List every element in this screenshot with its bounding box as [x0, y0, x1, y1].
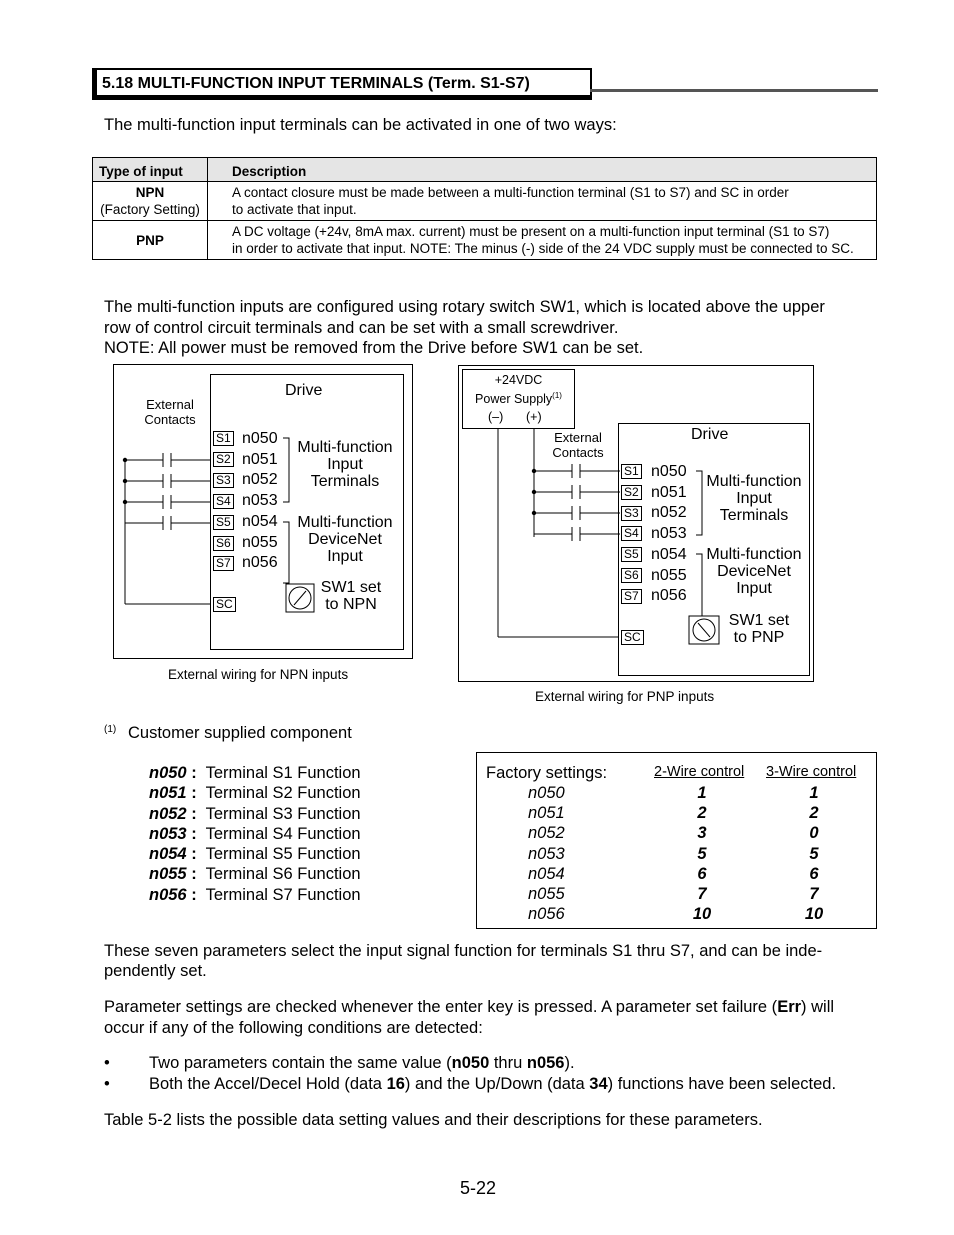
terminal-s3: S3 [213, 473, 234, 488]
section-title: 5.18 MULTI-FUNCTION INPUT TERMINALS (Term. S1-S7) [102, 75, 530, 92]
bullet-text: Both the Accel/Decel Hold (data [149, 1075, 387, 1093]
para1-line1: These seven parameters select the input signal function for terminals S1 thru S7, and can be inde- [104, 942, 823, 960]
bullet-bold: 34 [589, 1075, 608, 1093]
bullet-text: ) and the Up/Down (data [404, 1075, 590, 1093]
bullet-symbol: • [104, 1054, 110, 1072]
factory-value: 6 [697, 864, 707, 883]
factory-value: 2 [809, 804, 819, 823]
group-line: Multi-function [706, 546, 802, 563]
list-item [149, 885, 361, 905]
minus-label: (–) [488, 410, 504, 424]
bullet-text: thru [489, 1054, 527, 1072]
list-item [149, 783, 361, 803]
param-desc: Terminal S1 Function [205, 764, 361, 782]
param-sep: : [191, 824, 197, 843]
param-name: n051 [149, 784, 187, 803]
terminal-s6: S6 [213, 536, 234, 551]
pnp-group2-label [700, 546, 808, 597]
terminal-sc: SC [213, 597, 236, 612]
factory-value: 10 [692, 905, 712, 924]
factory-value: 1 [809, 784, 819, 802]
factory-2wire-column [680, 783, 724, 924]
bullet-text: Two parameters contain the same value ( [149, 1054, 452, 1072]
desc-cell [208, 182, 877, 221]
table-row [93, 182, 877, 221]
switch-line: SW1 set [728, 612, 790, 629]
param-desc: Terminal S2 Function [205, 784, 361, 803]
terminal-s6: S6 [621, 568, 642, 583]
param-label: n056 [242, 554, 278, 572]
factory-value: 5 [697, 844, 707, 863]
param-sep: : [191, 784, 197, 803]
type-pnp: PNP [136, 232, 164, 248]
npn-external-line: Contacts [144, 412, 196, 427]
bullet-bold: 16 [386, 1075, 405, 1093]
desc-cell [208, 221, 877, 260]
factory-param: n054 [528, 864, 565, 883]
param-sep: : [191, 845, 197, 864]
footnote-mark: (1) [552, 391, 562, 400]
param-desc: Terminal S3 Function [205, 804, 361, 823]
pnp-switch-label [723, 612, 795, 646]
group-line: Input [736, 580, 772, 597]
factory-value: 5 [809, 844, 819, 863]
npn-drive-label: Drive [285, 382, 323, 399]
terminal-s5: S5 [213, 515, 234, 530]
list-item [149, 864, 361, 884]
group-line: DeviceNet [717, 563, 791, 580]
factory-col-3wire: 3-Wire control [766, 764, 857, 780]
param-name: n054 [149, 845, 187, 864]
group-line: Input [327, 548, 363, 565]
param-label: n053 [242, 492, 278, 510]
supply-line: +24VDC [494, 373, 543, 387]
param-desc: Terminal S5 Function [205, 845, 361, 864]
factory-value: 6 [809, 864, 819, 883]
terminal-s1: S1 [621, 464, 642, 479]
page-number: 5-22 [460, 1178, 497, 1198]
factory-3wire-column [792, 783, 836, 924]
param-label: n053 [651, 525, 687, 543]
terminal-s4: S4 [213, 494, 234, 509]
header-type: Type of input [93, 158, 208, 182]
param-sep: : [191, 764, 197, 782]
terminal-sc: SC [621, 630, 644, 645]
factory-value: 7 [697, 885, 707, 904]
bullet-bold: n050 [451, 1054, 490, 1072]
param-label: n050 [651, 463, 687, 480]
para2-text: ) will [801, 998, 835, 1016]
bullet-item-1 [149, 1053, 575, 1074]
footnote-text: Customer supplied component [128, 724, 352, 742]
switch-line: SW1 set [320, 579, 382, 596]
config-line-2: row of control circuit terminals and can be set with a small screwdriver. [104, 319, 619, 337]
list-item [149, 804, 361, 824]
factory-param: n055 [528, 885, 565, 904]
err-code: Err [777, 998, 802, 1016]
param-label: n052 [651, 504, 687, 522]
pnp-group1-label [700, 473, 808, 524]
desc-line: in order to activate that input. NOTE: The minus (-) side of the 24 VDC supply must be connected to SC. [232, 241, 854, 256]
param-sep: : [191, 804, 197, 823]
param-name: n055 [149, 865, 187, 884]
header-description: Description [208, 158, 877, 182]
npn-param-column [242, 429, 278, 574]
desc-line: A contact closure must be made between a multi-function terminal (S1 to S7) and SC in order [232, 185, 789, 200]
factory-value: 10 [804, 905, 824, 924]
param-sep: : [191, 865, 197, 884]
param-label: n054 [242, 512, 278, 530]
factory-param: n052 [528, 824, 565, 843]
para2-line2: occur if any of the following conditions are detected: [104, 1019, 483, 1037]
list-item [149, 824, 361, 844]
group-line: Multi-function [297, 514, 393, 531]
npn-external-label [140, 397, 200, 427]
param-name: n053 [149, 824, 187, 843]
list-item [149, 763, 361, 783]
param-label: n055 [242, 533, 278, 551]
param-label: n056 [651, 587, 687, 605]
bullet-text: ). [564, 1054, 575, 1072]
param-label: n052 [242, 471, 278, 489]
pnp-external-label [548, 430, 608, 460]
type-npn: NPN [135, 185, 165, 200]
para2-line1 [104, 997, 834, 1018]
factory-param: n053 [528, 844, 565, 863]
param-name: n050 [149, 764, 187, 782]
param-label: n051 [651, 483, 687, 501]
group-line: Input [736, 490, 772, 507]
type-note: (Factory Setting) [100, 202, 200, 217]
terminal-s4: S4 [621, 526, 642, 541]
factory-param: n050 [528, 784, 565, 802]
terminal-s2: S2 [213, 452, 234, 467]
bullet-bold: n056 [526, 1054, 565, 1072]
param-label: n055 [651, 566, 687, 584]
npn-switch-label [316, 579, 386, 613]
plus-label: (+) [526, 410, 542, 424]
factory-title: Factory settings: [486, 764, 608, 782]
desc-line: A DC voltage (+24v, 8mA max. current) must be present on a multi-function input terminal (S1 to S7) [232, 224, 830, 239]
param-name: n052 [149, 804, 187, 823]
factory-value: 7 [809, 885, 819, 904]
param-sep: : [191, 885, 197, 904]
pnp-external-line: Contacts [552, 445, 604, 460]
npn-group2-label [292, 514, 398, 565]
bullet-text: ) functions have been selected. [607, 1075, 837, 1093]
npn-caption: External wiring for NPN inputs [168, 667, 349, 682]
type-cell [93, 221, 208, 260]
param-label: n050 [242, 430, 278, 447]
table-row [93, 221, 877, 260]
para2-text: Parameter settings are checked whenever the enter key is pressed. A parameter set failure ( [104, 998, 778, 1016]
param-list [149, 763, 361, 905]
npn-group1-label [292, 439, 398, 490]
pnp-drive-label: Drive [691, 426, 729, 443]
param-name: n056 [149, 885, 187, 904]
input-type-table [92, 157, 877, 260]
group-line: Multi-function [706, 473, 802, 490]
desc-line: to activate that input. [232, 202, 357, 217]
pnp-supply-label [462, 372, 575, 407]
type-cell [93, 182, 208, 221]
para1-line2: pendently set. [104, 962, 207, 980]
terminal-s7: S7 [213, 556, 234, 571]
switch-line: to PNP [733, 629, 785, 646]
param-label: n051 [242, 450, 278, 468]
bullet-item-2 [149, 1074, 836, 1095]
terminal-s3: S3 [621, 506, 642, 521]
factory-param: n056 [528, 905, 565, 924]
pnp-param-column [651, 462, 687, 607]
terminal-s7: S7 [621, 589, 642, 604]
pnp-external-line: External [554, 430, 602, 445]
closing-text: Table 5-2 lists the possible data setting values and their descriptions for these parameters. [104, 1111, 763, 1129]
factory-col-2wire: 2-Wire control [654, 764, 745, 780]
param-label: n054 [651, 545, 687, 563]
factory-value: 3 [697, 824, 707, 843]
param-desc: Terminal S4 Function [205, 824, 361, 843]
terminal-s1: S1 [213, 431, 234, 446]
factory-param: n051 [528, 804, 565, 823]
factory-value: 1 [697, 784, 707, 802]
factory-param-column [528, 783, 565, 924]
intro-text: The multi-function input terminals can be activated in one of two ways: [104, 116, 617, 134]
group-line: Multi-function [297, 439, 393, 456]
terminal-s2: S2 [621, 485, 642, 500]
supply-line: Power Supply [475, 392, 553, 407]
config-line-3: NOTE: All power must be removed from the Drive before SW1 can be set. [104, 339, 644, 357]
list-item [149, 844, 361, 864]
factory-value: 2 [697, 804, 707, 823]
terminal-s5: S5 [621, 547, 642, 562]
factory-value: 0 [809, 824, 819, 843]
section-rule [590, 89, 878, 92]
param-desc: Terminal S7 Function [205, 885, 361, 904]
group-line: Terminals [719, 507, 789, 524]
group-line: DeviceNet [308, 531, 382, 548]
config-line-1: The multi-function inputs are configured using rotary switch SW1, which is located above the upper [104, 298, 825, 316]
param-desc: Terminal S6 Function [205, 865, 361, 884]
switch-line: to NPN [325, 596, 377, 613]
footnote-mark: (1) [104, 724, 117, 735]
bullet-symbol: • [104, 1075, 110, 1093]
group-line: Terminals [310, 473, 380, 490]
npn-external-line: External [146, 397, 194, 412]
group-line: Input [327, 456, 363, 473]
pnp-caption: External wiring for PNP inputs [535, 689, 715, 704]
